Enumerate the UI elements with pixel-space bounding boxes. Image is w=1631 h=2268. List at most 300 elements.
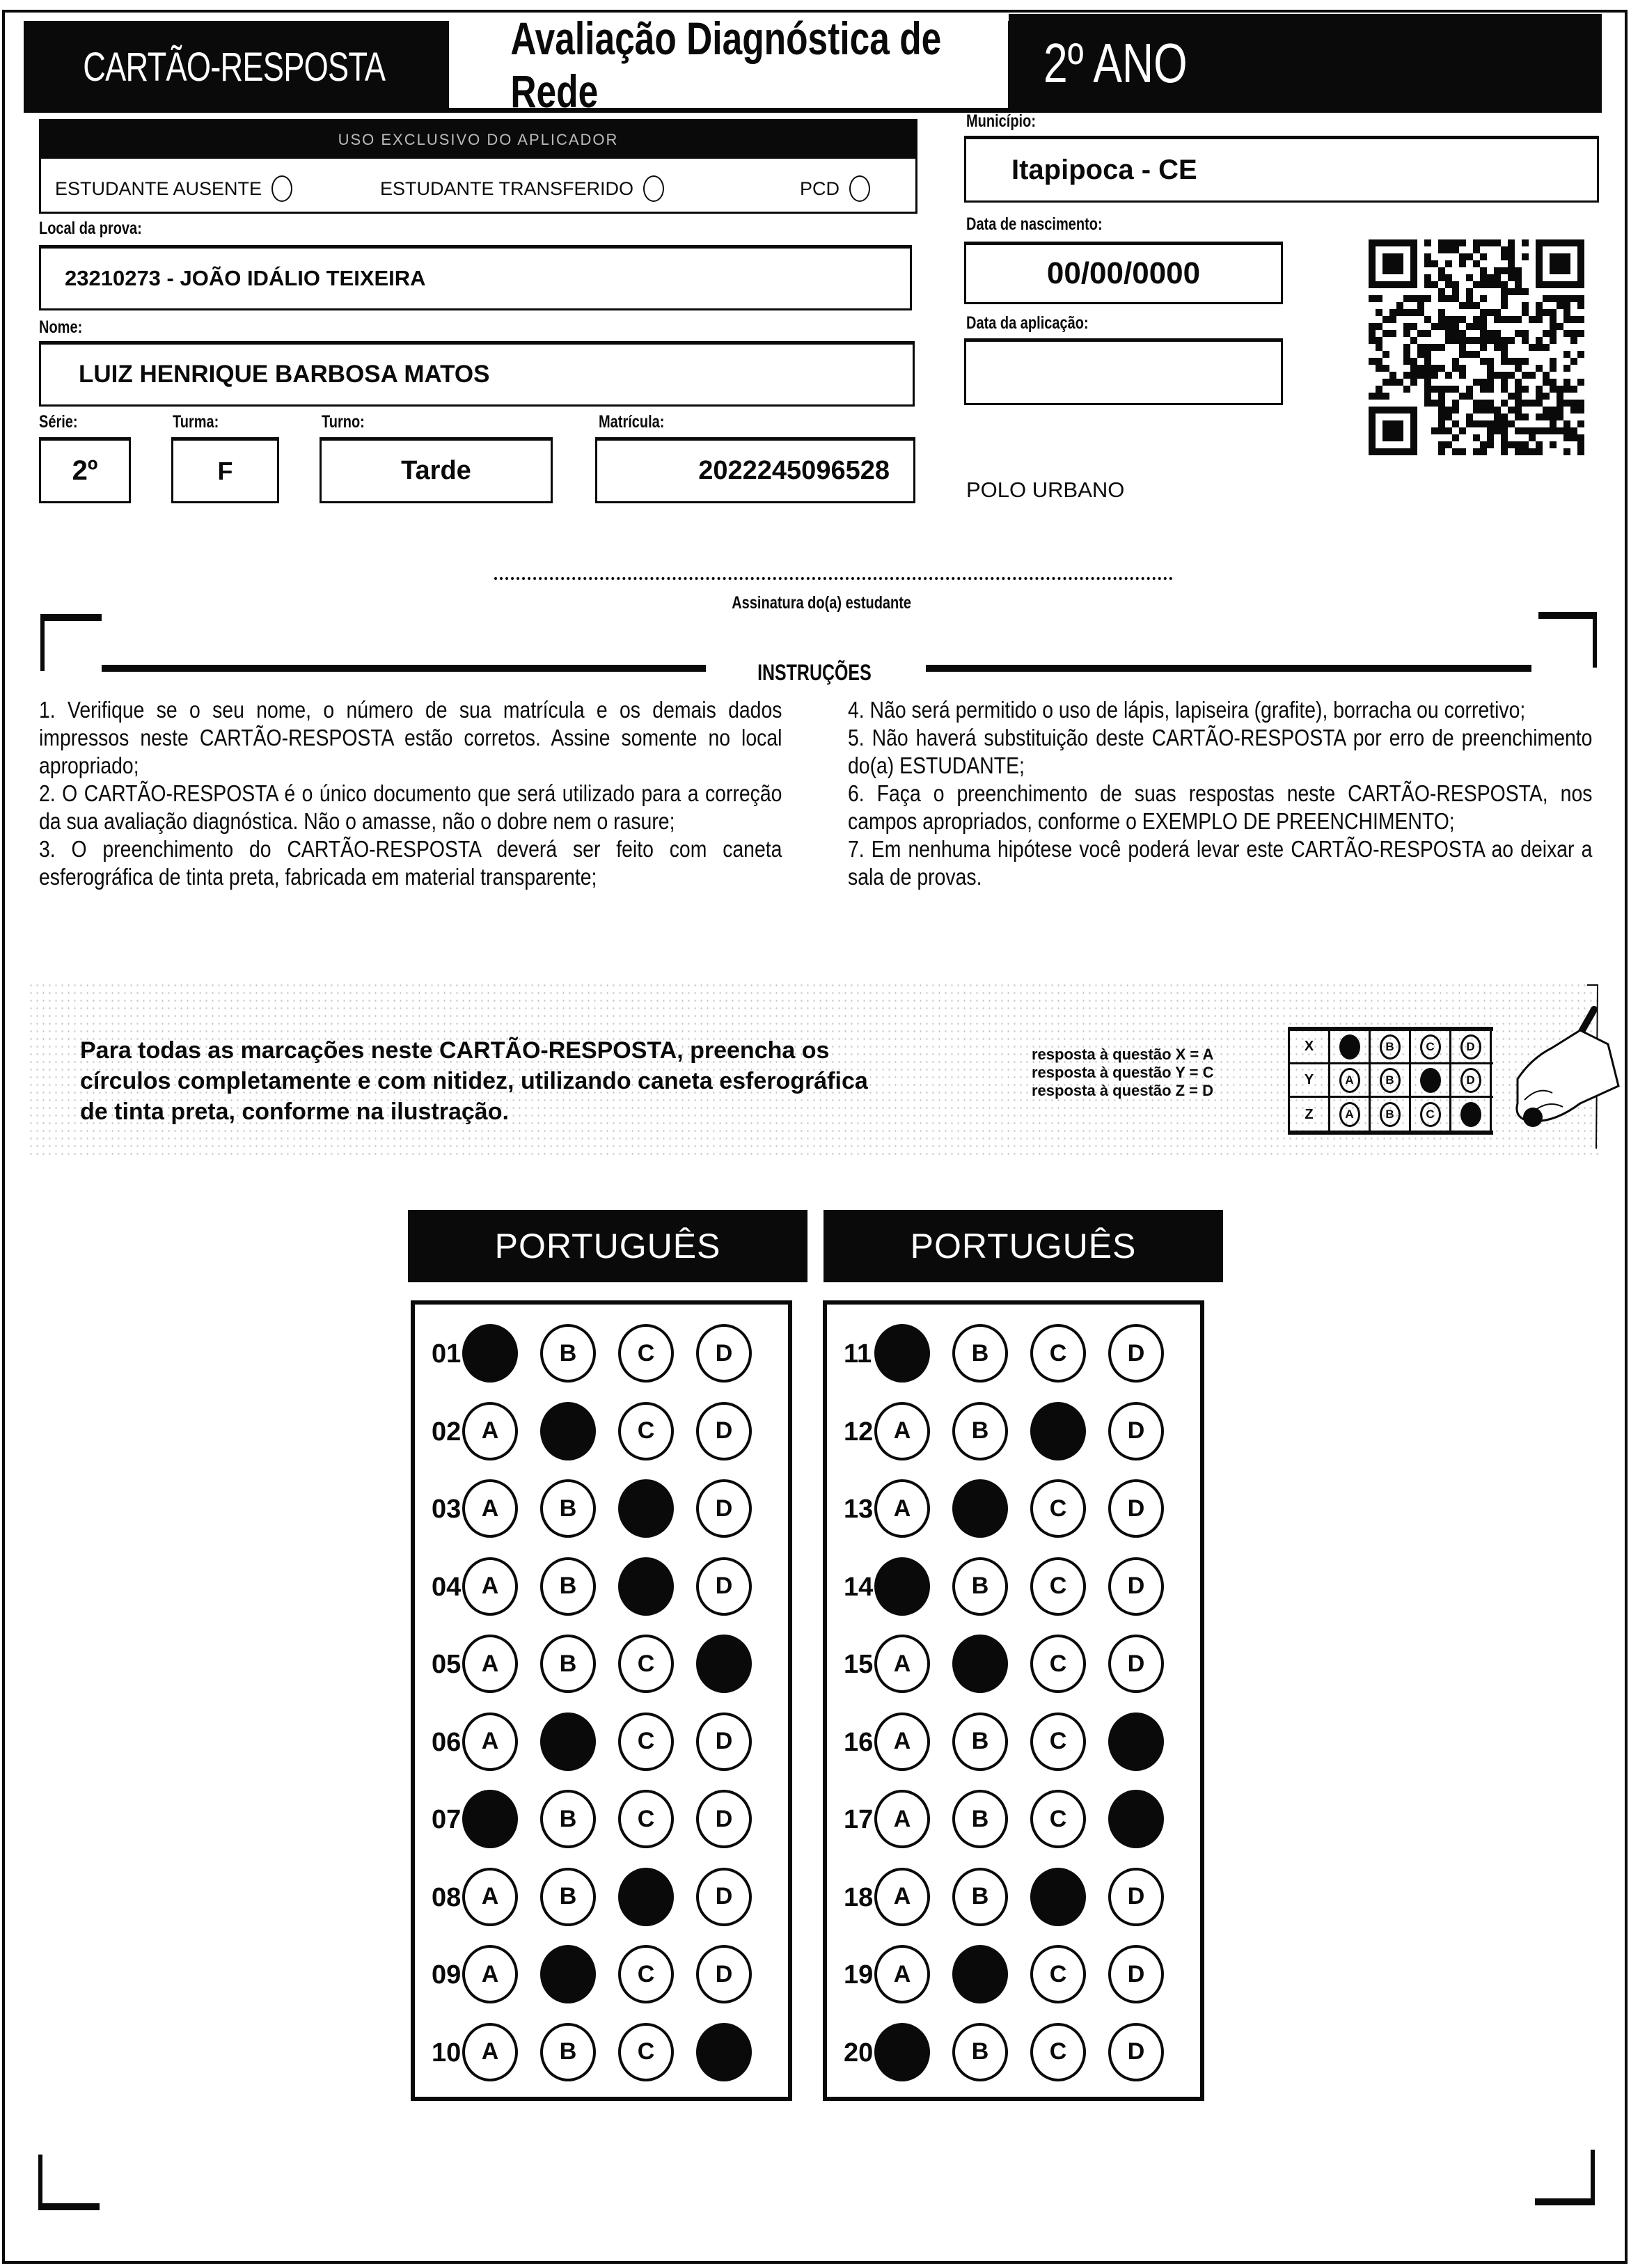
qr-module — [1487, 400, 1494, 407]
answer-bubble-d[interactable]: D — [1108, 1712, 1164, 1771]
qr-module — [1389, 420, 1396, 427]
qr-module — [1424, 351, 1431, 358]
example-question-label: Y — [1290, 1064, 1330, 1096]
qr-module — [1480, 420, 1487, 427]
question-number: 11 — [844, 1339, 872, 1369]
corner-mark-bottom-left — [38, 2155, 100, 2210]
qr-module — [1424, 344, 1431, 351]
answer-bubble-c[interactable]: C — [1030, 2023, 1086, 2081]
answer-bubble-d[interactable]: D — [1108, 1324, 1164, 1383]
answer-bubble-c[interactable]: C — [618, 1557, 674, 1616]
qr-module — [1445, 407, 1452, 414]
qr-module — [1452, 358, 1459, 365]
qr-module — [1369, 393, 1376, 400]
hand-with-pen-icon — [1469, 982, 1631, 1156]
qr-module — [1550, 239, 1557, 246]
example-cell — [1371, 1031, 1411, 1062]
qr-module — [1369, 295, 1376, 302]
answer-bubble-b[interactable]: B — [540, 1790, 596, 1848]
qr-module — [1438, 414, 1445, 420]
qr-module — [1459, 260, 1466, 267]
qr-module — [1403, 372, 1410, 379]
qr-module — [1369, 246, 1376, 253]
qr-module — [1459, 239, 1466, 246]
qr-module — [1529, 434, 1536, 441]
qr-module — [1431, 344, 1438, 351]
example-cell — [1330, 1098, 1371, 1131]
qr-module — [1550, 267, 1557, 274]
answer-bubble-d[interactable]: D — [696, 1635, 752, 1693]
answer-bubble-d[interactable]: D — [696, 1945, 752, 2003]
answer-bubble-d[interactable]: D — [1108, 1868, 1164, 1926]
qr-module — [1529, 372, 1536, 379]
answer-bubble-a[interactable]: A — [874, 1790, 930, 1848]
qr-module — [1522, 302, 1529, 309]
qr-module — [1570, 337, 1577, 344]
question-row — [827, 1396, 1200, 1466]
qr-module — [1417, 309, 1424, 316]
qr-module — [1438, 246, 1445, 253]
answer-bubble-d[interactable]: D — [1108, 1945, 1164, 2003]
answer-bubble-b[interactable]: B — [540, 1868, 596, 1926]
turno-label: Turno: — [322, 412, 365, 432]
question-row — [827, 1629, 1200, 1699]
qr-module — [1410, 407, 1417, 414]
answer-bubble-b[interactable]: B — [540, 1945, 596, 2003]
qr-module — [1417, 344, 1424, 351]
qr-module — [1369, 267, 1376, 274]
qr-module — [1529, 400, 1536, 407]
qr-module — [1508, 316, 1515, 323]
answer-bubble-b[interactable]: B — [952, 1479, 1008, 1538]
qr-module — [1410, 337, 1417, 344]
qr-module — [1487, 309, 1494, 316]
answer-bubble-d[interactable]: D — [696, 1324, 752, 1383]
qr-module — [1424, 358, 1431, 365]
qr-module — [1369, 427, 1376, 434]
qr-module — [1473, 239, 1480, 246]
qr-module — [1382, 407, 1389, 414]
qr-module — [1515, 358, 1522, 365]
qr-module — [1480, 253, 1487, 260]
qr-module — [1522, 309, 1529, 316]
option-label: ESTUDANTE TRANSFERIDO — [380, 178, 634, 199]
answer-bubble-b[interactable]: B — [952, 1868, 1008, 1926]
answer-bubble-d[interactable]: D — [696, 1402, 752, 1460]
qr-module — [1536, 414, 1543, 420]
municipio-label: Município: — [966, 111, 1036, 131]
qr-module — [1410, 239, 1417, 246]
qr-module — [1563, 267, 1570, 274]
answer-bubble-a[interactable]: A — [874, 1479, 930, 1538]
qr-module — [1543, 309, 1550, 316]
qr-module — [1382, 267, 1389, 274]
qr-module — [1403, 448, 1410, 455]
qr-module — [1515, 267, 1522, 274]
qr-module — [1543, 379, 1550, 386]
qr-module — [1417, 295, 1424, 302]
answer-bubble-a[interactable]: A — [462, 1324, 518, 1383]
qr-module — [1480, 330, 1487, 337]
qr-module — [1445, 372, 1452, 379]
qr-module — [1536, 365, 1543, 372]
answer-bubble-c[interactable]: C — [1030, 1712, 1086, 1771]
answer-bubble-b[interactable]: B — [540, 1402, 596, 1460]
qr-module — [1438, 295, 1445, 302]
qr-module — [1494, 281, 1501, 288]
qr-module — [1543, 330, 1550, 337]
answer-bubble-c[interactable]: C — [1030, 1635, 1086, 1693]
qr-module — [1382, 351, 1389, 358]
question-row — [415, 1784, 788, 1854]
answer-bubble-b[interactable]: B — [952, 1712, 1008, 1771]
qr-module — [1508, 274, 1515, 281]
serie-label: Série: — [39, 412, 78, 432]
qr-module — [1501, 267, 1508, 274]
answer-bubble-d[interactable]: D — [696, 2023, 752, 2081]
qr-module — [1570, 358, 1577, 365]
qr-module — [1550, 337, 1557, 344]
qr-module — [1550, 281, 1557, 288]
qr-module — [1389, 448, 1396, 455]
qr-module — [1382, 330, 1389, 337]
qr-module — [1473, 400, 1480, 407]
signature-line[interactable] — [494, 577, 1173, 580]
qr-module — [1382, 281, 1389, 288]
answer-bubble-a[interactable]: A — [874, 1635, 930, 1693]
qr-module — [1459, 365, 1466, 372]
answer-bubble-b[interactable]: B — [952, 1557, 1008, 1616]
qr-module — [1522, 414, 1529, 420]
qr-module — [1424, 239, 1431, 246]
answer-bubble-d[interactable]: D — [696, 1479, 752, 1538]
answer-bubble-b[interactable]: B — [540, 1324, 596, 1383]
answer-bubble-a[interactable]: A — [462, 1635, 518, 1693]
radio-estudante-transferido[interactable] — [643, 175, 664, 202]
qr-module — [1376, 239, 1382, 246]
answer-bubble-c[interactable]: C — [1030, 1479, 1086, 1538]
qr-module — [1550, 441, 1557, 448]
qr-module — [1403, 344, 1410, 351]
qr-module — [1438, 400, 1445, 407]
answer-bubble-c[interactable]: C — [1030, 1790, 1086, 1848]
qr-module — [1543, 281, 1550, 288]
qr-module — [1522, 448, 1529, 455]
question-number: 04 — [432, 1572, 462, 1602]
qr-module — [1550, 365, 1557, 372]
qr-module — [1543, 295, 1550, 302]
answer-bubble-b[interactable]: B — [952, 1324, 1008, 1383]
example-bubble-c: C — [1420, 1102, 1441, 1127]
qr-module — [1424, 260, 1431, 267]
qr-module — [1570, 434, 1577, 441]
grade-banner — [1009, 14, 1602, 113]
qr-module — [1445, 414, 1452, 420]
qr-module — [1536, 253, 1543, 260]
answer-bubble-c[interactable]: C — [618, 1790, 674, 1848]
aplicacao-field[interactable] — [964, 338, 1283, 405]
qr-module — [1396, 260, 1403, 267]
answer-bubble-c[interactable]: C — [618, 2023, 674, 2081]
answer-bubble-b[interactable]: B — [540, 2023, 596, 2081]
qr-module — [1515, 393, 1522, 400]
answer-bubble-a[interactable]: A — [874, 1402, 930, 1460]
example-bubble-b: B — [1380, 1034, 1401, 1060]
qr-module — [1487, 358, 1494, 365]
qr-module — [1501, 337, 1508, 344]
qr-module — [1563, 365, 1570, 372]
qr-module — [1466, 386, 1473, 393]
qr-module — [1557, 267, 1563, 274]
qr-module — [1563, 434, 1570, 441]
qr-module — [1459, 344, 1466, 351]
answer-bubble-d[interactable]: D — [696, 1712, 752, 1771]
answer-bubble-d[interactable]: D — [696, 1790, 752, 1848]
qr-module — [1515, 427, 1522, 434]
qr-module — [1515, 400, 1522, 407]
qr-module — [1501, 414, 1508, 420]
qr-module — [1577, 379, 1584, 386]
answer-bubble-a[interactable]: A — [874, 1945, 930, 2003]
qr-module — [1396, 281, 1403, 288]
example-bubble-a: A — [1339, 1102, 1360, 1127]
qr-module — [1550, 330, 1557, 337]
answer-bubble-a[interactable]: A — [462, 1790, 518, 1848]
qr-module — [1487, 420, 1494, 427]
question-row — [415, 1862, 788, 1932]
answer-bubble-b[interactable]: B — [952, 1790, 1008, 1848]
qr-module — [1389, 372, 1396, 379]
qr-module — [1382, 239, 1389, 246]
qr-module — [1445, 427, 1452, 434]
qr-module — [1577, 400, 1584, 407]
qr-module — [1452, 281, 1459, 288]
qr-module — [1445, 260, 1452, 267]
qr-module — [1389, 330, 1396, 337]
qr-module — [1487, 379, 1494, 386]
qr-module — [1563, 295, 1570, 302]
radio-pcd[interactable] — [849, 175, 870, 202]
qr-module — [1438, 420, 1445, 427]
answer-bubble-c[interactable]: C — [618, 1868, 674, 1926]
qr-module — [1501, 302, 1508, 309]
answer-bubble-b[interactable]: B — [540, 1479, 596, 1538]
qr-module — [1438, 393, 1445, 400]
qr-module — [1369, 281, 1376, 288]
qr-module — [1473, 337, 1480, 344]
qr-module — [1438, 288, 1445, 295]
answer-bubble-a[interactable]: A — [462, 1712, 518, 1771]
answer-bubble-b[interactable]: B — [952, 1945, 1008, 2003]
qr-module — [1417, 365, 1424, 372]
nascimento-field — [964, 242, 1283, 304]
qr-module — [1570, 407, 1577, 414]
answer-bubble-a[interactable]: A — [462, 1945, 518, 2003]
qr-module — [1563, 351, 1570, 358]
question-number: 19 — [844, 1960, 874, 1990]
answer-bubble-a[interactable]: A — [462, 1479, 518, 1538]
answer-bubble-c[interactable]: C — [1030, 1402, 1086, 1460]
answer-bubble-b[interactable]: B — [952, 1635, 1008, 1693]
option-estudante-transferido[interactable] — [380, 175, 664, 202]
qr-module — [1515, 407, 1522, 414]
answer-bubble-d[interactable]: D — [696, 1557, 752, 1616]
qr-module — [1438, 274, 1445, 281]
answer-bubble-a[interactable]: A — [874, 1557, 930, 1616]
option-pcd[interactable] — [800, 175, 870, 202]
qr-module — [1403, 295, 1410, 302]
answer-bubble-b[interactable]: B — [540, 1557, 596, 1616]
qr-module — [1459, 337, 1466, 344]
example-bubble-c: C — [1420, 1034, 1441, 1060]
qr-module — [1369, 407, 1376, 414]
answer-bubble-c[interactable]: C — [618, 1712, 674, 1771]
answer-bubble-a[interactable]: A — [874, 2023, 930, 2081]
card-title-banner — [24, 21, 445, 113]
answer-bubble-d[interactable]: D — [696, 1868, 752, 1926]
answer-bubble-c[interactable]: C — [618, 1402, 674, 1460]
answer-bubble-b[interactable]: B — [952, 2023, 1008, 2081]
qr-module — [1563, 427, 1570, 434]
local-field — [39, 245, 912, 310]
answer-bubble-a[interactable]: A — [874, 1868, 930, 1926]
answer-bubble-c[interactable]: C — [1030, 1868, 1086, 1926]
qr-module — [1577, 274, 1584, 281]
qr-module — [1382, 365, 1389, 372]
answer-bubble-b[interactable]: B — [952, 1402, 1008, 1460]
answer-bubble-a[interactable]: A — [462, 2023, 518, 2081]
answer-bubble-a[interactable]: A — [462, 1402, 518, 1460]
qr-module — [1431, 365, 1438, 372]
qr-module — [1577, 246, 1584, 253]
question-number: 15 — [844, 1650, 874, 1679]
qr-module — [1494, 344, 1501, 351]
nome-label: Nome: — [39, 317, 83, 337]
answer-bubble-c[interactable]: C — [618, 1479, 674, 1538]
answer-bubble-a[interactable]: A — [874, 1712, 930, 1771]
qr-module — [1438, 323, 1445, 330]
option-label: ESTUDANTE AUSENTE — [55, 178, 262, 199]
qr-module — [1480, 358, 1487, 365]
instructions-divider-left — [102, 665, 706, 672]
answer-bubble-b[interactable]: B — [540, 1712, 596, 1771]
answer-bubble-c[interactable]: C — [1030, 1557, 1086, 1616]
answer-bubble-c[interactable]: C — [618, 1635, 674, 1693]
qr-module — [1410, 253, 1417, 260]
answer-bubble-b[interactable]: B — [540, 1635, 596, 1693]
qr-module — [1508, 337, 1515, 344]
question-number: 07 — [432, 1805, 462, 1834]
question-row — [415, 1474, 788, 1543]
qr-module — [1473, 351, 1480, 358]
qr-module — [1410, 267, 1417, 274]
answer-grid-1 — [411, 1300, 792, 2101]
question-number: 14 — [844, 1572, 874, 1602]
qr-module — [1403, 323, 1410, 330]
question-row — [415, 1629, 788, 1699]
answer-bubble-d[interactable]: D — [1108, 1402, 1164, 1460]
qr-module — [1494, 239, 1501, 246]
aplicador-title: USO EXCLUSIVO DO APLICADOR — [41, 121, 915, 159]
qr-module — [1417, 351, 1424, 358]
qr-module — [1410, 309, 1417, 316]
example-row — [1290, 1064, 1493, 1098]
qr-module — [1501, 295, 1508, 302]
qr-module — [1424, 295, 1431, 302]
qr-module — [1543, 427, 1550, 434]
qr-module — [1550, 253, 1557, 260]
answer-bubble-c[interactable]: C — [618, 1945, 674, 2003]
qr-module — [1557, 393, 1563, 400]
qr-module — [1577, 267, 1584, 274]
nome-value: LUIZ HENRIQUE BARBOSA MATOS — [79, 361, 490, 388]
example-bubble-c — [1420, 1068, 1441, 1093]
qr-module — [1376, 323, 1382, 330]
answer-bubble-c[interactable]: C — [1030, 1945, 1086, 2003]
qr-module — [1466, 351, 1473, 358]
serie-value: 2º — [72, 455, 98, 486]
qr-module — [1473, 281, 1480, 288]
matricula-label: Matrícula: — [599, 412, 665, 432]
question-number: 18 — [844, 1882, 874, 1912]
qr-module — [1424, 386, 1431, 393]
qr-module — [1480, 379, 1487, 386]
example-bubble-a — [1339, 1034, 1360, 1060]
example-question-label: X — [1290, 1031, 1330, 1062]
qr-module — [1473, 302, 1480, 309]
qr-module — [1501, 448, 1508, 455]
qr-module — [1369, 253, 1376, 260]
answer-bubble-a[interactable]: A — [462, 1557, 518, 1616]
qr-module — [1480, 239, 1487, 246]
question-row — [827, 1318, 1200, 1388]
qr-module — [1515, 281, 1522, 288]
qr-module — [1557, 302, 1563, 309]
qr-module — [1550, 407, 1557, 414]
answer-bubble-c[interactable]: C — [1030, 1324, 1086, 1383]
answer-bubble-d[interactable]: D — [1108, 1790, 1164, 1848]
qr-module — [1501, 441, 1508, 448]
answer-bubble-d[interactable]: D — [1108, 1479, 1164, 1538]
qr-module — [1396, 253, 1403, 260]
question-number: 13 — [844, 1495, 874, 1524]
radio-estudante-ausente[interactable] — [271, 175, 292, 202]
qr-module — [1501, 358, 1508, 365]
qr-module — [1376, 358, 1382, 365]
answer-bubble-a[interactable]: A — [874, 1324, 930, 1383]
qr-module — [1410, 372, 1417, 379]
qr-module — [1389, 427, 1396, 434]
answer-bubble-d[interactable]: D — [1108, 1557, 1164, 1616]
serie-field — [39, 437, 131, 503]
qr-module — [1445, 239, 1452, 246]
qr-module — [1557, 407, 1563, 414]
qr-module — [1515, 441, 1522, 448]
qr-module — [1403, 281, 1410, 288]
qr-module — [1501, 420, 1508, 427]
answer-bubble-a[interactable]: A — [462, 1868, 518, 1926]
grade-title: 2º ANO — [1043, 32, 1188, 94]
qr-module — [1376, 344, 1382, 351]
option-estudante-ausente[interactable] — [55, 175, 292, 202]
answer-bubble-c[interactable]: C — [618, 1324, 674, 1383]
answer-bubble-d[interactable]: D — [1108, 1635, 1164, 1693]
qr-module — [1410, 246, 1417, 253]
qr-module — [1563, 239, 1570, 246]
qr-module — [1431, 281, 1438, 288]
qr-module — [1487, 330, 1494, 337]
answer-bubble-d[interactable]: D — [1108, 2023, 1164, 2081]
